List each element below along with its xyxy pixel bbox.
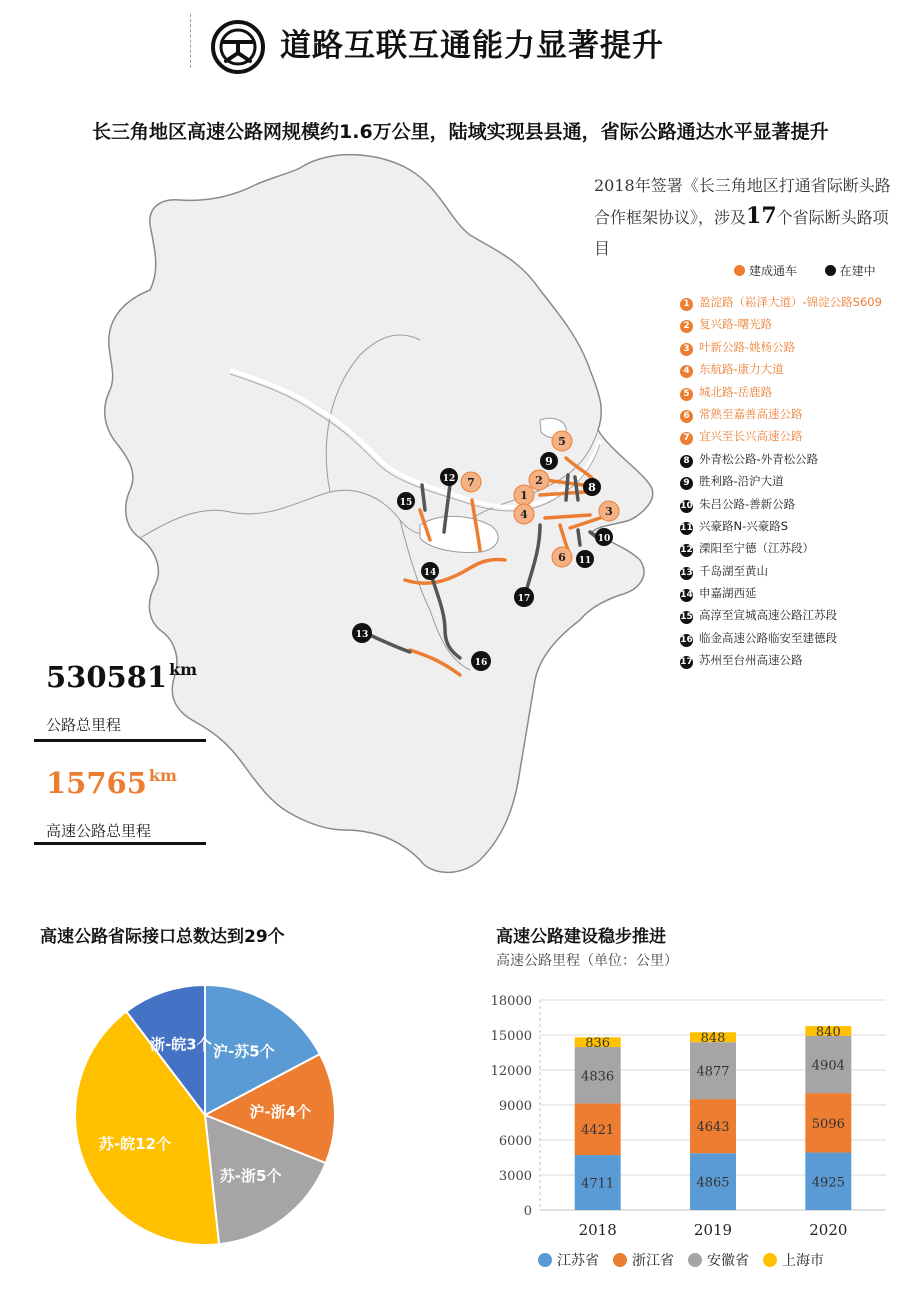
- project-number-badge: 6: [680, 410, 693, 423]
- route-marker-11: [576, 550, 594, 568]
- route-marker-15: [397, 492, 415, 510]
- legend-label: 安徽省: [707, 1253, 749, 1269]
- y-tick-label: 18000: [490, 994, 532, 1009]
- expressway-total-unit: km: [148, 766, 177, 785]
- svg-text:11: 11: [578, 556, 592, 566]
- project-label: 叶新公路-姚杨公路: [699, 339, 796, 354]
- y-tick-label: 12000: [490, 1064, 532, 1079]
- project-number-badge: 5: [680, 388, 693, 401]
- bar-value-label: 4711: [581, 1176, 615, 1192]
- headline: 长三角地区高速公路网规模约1.6万公里，陆域实现县县通，省际公路通达水平显著提升: [92, 121, 829, 143]
- svg-text:3: 3: [605, 505, 613, 518]
- route-marker-17: [514, 587, 534, 607]
- road-total-number: 530581: [46, 660, 168, 694]
- agreement-count: 17: [746, 203, 777, 229]
- bar-value-label: 5096: [811, 1116, 845, 1132]
- bar-value-label: 840: [815, 1024, 841, 1040]
- project-label: 朱吕公路-善新公路: [699, 496, 796, 511]
- y-tick-label: 6000: [498, 1134, 532, 1149]
- bar-value-label: 848: [700, 1031, 726, 1047]
- project-item: [680, 381, 882, 403]
- project-item: [680, 515, 882, 537]
- svg-text:16: 16: [474, 658, 488, 668]
- route-9: [566, 475, 568, 500]
- bar-value-label: 4865: [696, 1175, 730, 1191]
- project-item: [680, 336, 882, 358]
- legend-label: 江苏省: [557, 1253, 599, 1269]
- pie-slice-label: 苏-皖12个: [98, 1134, 172, 1153]
- page-title: 道路互联互通能力显著提升: [280, 28, 664, 64]
- project-item: [680, 582, 882, 604]
- route-marker-8: [583, 478, 601, 496]
- project-list: [680, 291, 882, 672]
- bar-value-label: 4421: [581, 1123, 615, 1139]
- project-item: [680, 403, 882, 425]
- project-label: 常熟至嘉善高速公路: [699, 406, 803, 421]
- project-label: 千岛湖至黄山: [699, 563, 768, 578]
- y-tick-label: 3000: [498, 1169, 532, 1184]
- header-divider: [190, 14, 191, 68]
- svg-text:5: 5: [558, 435, 566, 448]
- agreement-text-before: 2018年签署《长三角地区打通省际断头路合作框架协议》，涉及: [594, 176, 891, 227]
- project-number-badge: 12: [680, 545, 693, 556]
- bar-value-label: 4904: [811, 1058, 845, 1074]
- expressway-total-label: 高速公路总里程: [46, 822, 152, 840]
- legend-building: 在建中: [839, 264, 876, 278]
- project-number-badge: 14: [680, 590, 693, 601]
- bar-value-label: 4836: [581, 1069, 615, 1085]
- legend-dot-icon: [538, 1253, 552, 1267]
- project-number-badge: 7: [680, 432, 693, 445]
- map-legend: [734, 262, 876, 279]
- project-label: 外青松公路-外青松公路: [699, 451, 819, 466]
- route-marker-12: [440, 468, 458, 486]
- route-marker-6: [552, 547, 572, 567]
- route-marker-5: [552, 431, 572, 451]
- agreement-text-after: 个省际断头路项目: [594, 208, 889, 258]
- project-item: [680, 604, 882, 626]
- svg-text:17: 17: [517, 594, 531, 604]
- project-number-badge: 4: [680, 365, 693, 378]
- project-label: 复兴路-曙光路: [699, 317, 773, 332]
- project-number-badge: 8: [680, 455, 693, 468]
- project-item: [680, 537, 882, 559]
- project-number-badge: 17: [680, 657, 693, 668]
- legend-item: [613, 1250, 674, 1270]
- route-11: [578, 530, 580, 545]
- project-label: 东航路-康力大道: [699, 362, 784, 377]
- pie-slice-label: 苏-浙5个: [219, 1167, 282, 1186]
- bar-value-label: 4877: [696, 1064, 730, 1080]
- project-item: [680, 560, 882, 582]
- project-item: [680, 493, 882, 515]
- project-label: 胜利路-沿沪大道: [699, 474, 784, 489]
- legend-dot-icon: [763, 1253, 777, 1267]
- agreement-note: [594, 170, 894, 264]
- expressway-bar-chart: [480, 980, 900, 1242]
- project-label: 盈淀路（崧泽大道）-锦淀公路S609: [699, 295, 882, 309]
- project-number-badge: 9: [680, 477, 693, 490]
- y-tick-label: 0: [523, 1204, 532, 1219]
- interface-pie-chart: [40, 960, 360, 1260]
- svg-text:13: 13: [355, 630, 369, 640]
- project-label: 兴豪路N-兴豪路S: [699, 518, 789, 533]
- bar-title: 高速公路建设稳步推进: [496, 927, 666, 947]
- route-marker-10: [595, 528, 613, 546]
- project-number-badge: 13: [680, 567, 693, 578]
- project-label: 临金高速公路临安至建德段: [699, 630, 837, 645]
- project-label: 申嘉湖西延: [699, 586, 757, 601]
- project-item: [680, 291, 882, 313]
- route-marker-9: [540, 452, 558, 470]
- bar-value-label: 4643: [696, 1120, 730, 1136]
- route-marker-16: [471, 651, 491, 671]
- legend-label: 浙江省: [632, 1253, 674, 1269]
- route-marker-14: [421, 562, 439, 580]
- route-marker-3: [599, 501, 619, 521]
- project-number-badge: 16: [680, 634, 693, 645]
- project-item: [680, 425, 882, 447]
- pie-slice-label: 沪-苏5个: [213, 1042, 275, 1061]
- svg-text:9: 9: [545, 455, 553, 468]
- route-marker-13: [352, 623, 372, 643]
- legend-dot-icon: [613, 1253, 627, 1267]
- route-marker-1: [514, 485, 534, 505]
- project-item: [680, 470, 882, 492]
- project-number-badge: 15: [680, 612, 693, 623]
- pie-title: 高速公路省际接口总数达到29个: [40, 927, 285, 947]
- bar-value-label: 836: [585, 1036, 611, 1052]
- bar-value-label: 4925: [811, 1175, 845, 1191]
- project-item: [680, 313, 882, 335]
- project-number-badge: 2: [680, 320, 693, 333]
- svg-text:4: 4: [520, 508, 528, 521]
- svg-text:8: 8: [588, 481, 596, 494]
- road-total-unit: km: [169, 660, 198, 679]
- project-label: 苏州至台州高速公路: [699, 653, 803, 668]
- project-item: [680, 448, 882, 470]
- project-number-badge: 10: [680, 500, 693, 511]
- route-marker-4: [514, 504, 534, 524]
- y-tick-label: 15000: [490, 1029, 532, 1044]
- project-number-badge: 1: [680, 298, 693, 311]
- svg-text:6: 6: [558, 551, 566, 564]
- y-tick-label: 9000: [498, 1099, 532, 1114]
- svg-text:1: 1: [520, 489, 528, 502]
- route-marker-7: [461, 472, 481, 492]
- pie-slice-label: 沪-浙4个: [249, 1102, 312, 1121]
- x-tick-label: 2019: [693, 1221, 733, 1239]
- legend-dot-icon: [688, 1253, 702, 1267]
- project-item: [680, 358, 882, 380]
- project-number-badge: 11: [680, 522, 693, 533]
- project-label: 城北路-岳鹿路: [699, 384, 773, 399]
- x-tick-label: 2018: [578, 1221, 617, 1239]
- svg-text:2: 2: [535, 474, 543, 487]
- expressway-total-number: 15765: [46, 766, 147, 800]
- region-outline: [105, 155, 653, 873]
- stat-underline: [34, 842, 206, 845]
- svg-text:10: 10: [597, 534, 611, 544]
- project-label: 溧阳至宁德（江苏段）: [699, 541, 814, 556]
- road-total-value: [46, 660, 197, 694]
- road-total-label: 公路总里程: [46, 716, 122, 734]
- legend-item: [688, 1250, 749, 1270]
- building-dot-icon: [825, 265, 836, 276]
- project-item: [680, 627, 882, 649]
- svg-text:14: 14: [423, 568, 437, 578]
- legend-label: 上海市: [782, 1253, 824, 1269]
- project-item: [680, 649, 882, 671]
- highway-logo-icon: [210, 19, 266, 75]
- svg-text:15: 15: [399, 498, 413, 508]
- pie-slice-label: 浙-皖3个: [150, 1035, 212, 1054]
- route-marker-2: [529, 470, 549, 490]
- project-label: 宜兴至长兴高速公路: [699, 429, 803, 444]
- legend-item: [538, 1250, 599, 1270]
- svg-text:12: 12: [442, 474, 456, 484]
- stat-underline: [34, 739, 206, 742]
- completed-dot-icon: [734, 265, 745, 276]
- bar-legend: [538, 1250, 838, 1270]
- x-tick-label: 2020: [809, 1221, 848, 1239]
- project-label: 高淳至宣城高速公路江苏段: [699, 608, 837, 623]
- legend-completed: 建成通车: [749, 264, 798, 278]
- svg-text:7: 7: [467, 476, 475, 489]
- bar-subtitle: 高速公路里程（单位：公里）: [496, 953, 678, 969]
- project-number-badge: 3: [680, 343, 693, 356]
- expressway-total-value: [46, 766, 177, 800]
- legend-item: [763, 1250, 824, 1270]
